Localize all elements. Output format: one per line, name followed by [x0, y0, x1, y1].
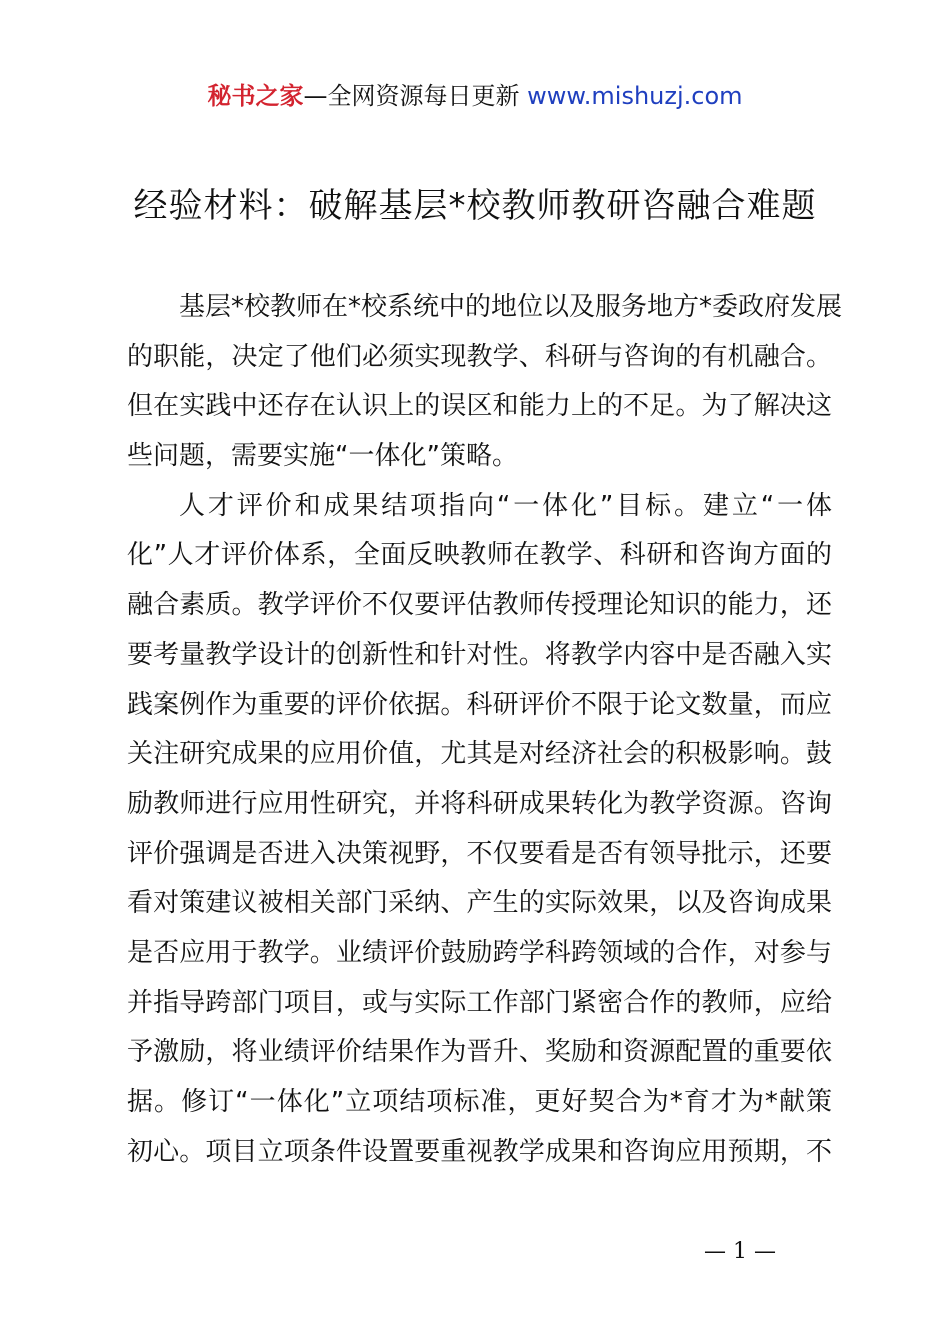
text-line: 践案例作为重要的评价依据。科研评价不限于论文数量，而应 — [127, 689, 832, 720]
text-line: 予激励，将业绩评价结果作为晋升、奖励和资源配置的重要依 — [127, 1037, 832, 1068]
text-line: 初心。项目立项条件设置要重视教学成果和咨询应用预期，不 — [127, 1136, 832, 1167]
text-line: 要考量教学设计的创新性和针对性。将教学内容中是否融入实 — [127, 639, 832, 670]
text-line: 融合素质。教学评价不仅要评估教师传授理论知识的能力，还 — [127, 590, 832, 621]
paragraph — [127, 283, 843, 482]
text-line: 些问题，需要实施“一体化”策略。 — [127, 441, 518, 472]
text-line: 化”人才评价体系，全面反映教师在教学、科研和咨询方面的 — [127, 540, 832, 571]
page-number: — 1 — — [704, 1239, 776, 1264]
document-title: 经验材料：破解基层*校教师教研咨融合难题 — [133, 186, 817, 226]
text-line: 人才评价和成果结项指向“一体化”目标。建立“一体 — [179, 490, 832, 521]
text-line: 看对策建议被相关部门采纳、产生的实际效果，以及咨询成果 — [127, 888, 832, 919]
text-line: 励教师进行应用性研究，并将科研成果转化为教学资源。咨询 — [127, 788, 832, 819]
text-line: 评价强调是否进入决策视野，不仅要看是否有领导批示，还要 — [127, 838, 832, 869]
brand-name: 秘书之家 — [207, 82, 304, 110]
text-line: 并指导跨部门项目，或与实际工作部门紧密合作的教师，应给 — [127, 987, 832, 1018]
site-url-link[interactable]: www.mishuzj.com — [527, 82, 743, 110]
header-tagline: —全网资源每日更新 — [303, 82, 520, 110]
text-line: 是否应用于教学。业绩评价鼓励跨学科跨领域的合作，对参与 — [127, 937, 832, 968]
paragraph — [127, 482, 832, 1178]
document-body — [127, 283, 843, 1177]
text-line: 但在实践中还存在认识上的误区和能力上的不足。为了解决这 — [127, 391, 832, 422]
text-line: 的职能，决定了他们必须实现教学、科研与咨询的有机融合。 — [127, 341, 832, 372]
text-line: 据。修订“一体化”立项结项标准，更好契合为*育才为*献策 — [127, 1087, 832, 1117]
site-header — [0, 78, 950, 114]
text-line: 基层*校教师在*校系统中的地位以及服务地方*委政府发展 — [179, 292, 843, 322]
text-line: 关注研究成果的应用价值，尤其是对经济社会的积极影响。鼓 — [127, 739, 832, 770]
